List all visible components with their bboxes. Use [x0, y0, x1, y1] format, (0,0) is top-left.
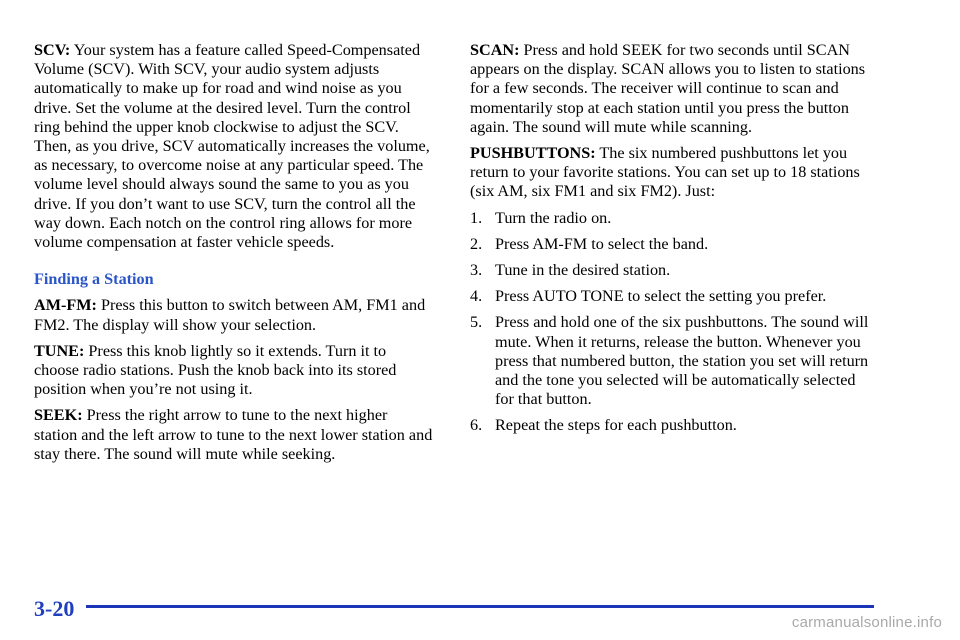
scv-text: Your system has a feature called Speed-Compensated Volume (SCV). With SCV, your audio system adjusts automatically to make up for road and wind noise as you drive. Set the volume at the desired level. Turn the control ring behind the upper knob clockwise to adjust the SCV. Then, as you drive, SCV automatically increases the volume, as necessary, to overcome noise at any particular speed. The volume level should always sound the same to you as you drive. If you don’t want to use SCV, turn the control all the way down. Each notch on the control ring allows for more volume compensation at faster vehicle speeds.	[34, 41, 430, 252]
scv-term: SCV:	[34, 41, 71, 59]
step-text: Tune in the desired station.	[495, 261, 671, 280]
pushbuttons-text: The six numbered pushbuttons let you return to your favorite stations. You can set up to 18 stations (six AM, six FM1 and six FM2). Just:	[470, 144, 860, 201]
right-column	[470, 41, 870, 443]
seek-paragraph	[34, 406, 434, 464]
tune-term: TUNE:	[34, 341, 85, 360]
footer-rule	[86, 605, 874, 608]
step-number: 6.	[470, 416, 483, 435]
step-number: 2.	[470, 234, 483, 253]
step-text: Press AM-FM to select the band.	[495, 234, 709, 253]
step-item	[470, 416, 870, 435]
watermark: carmanualsonline.info	[791, 614, 942, 631]
tune-paragraph	[34, 342, 434, 400]
scan-term: SCAN:	[470, 41, 520, 59]
step-number: 5.	[470, 313, 483, 332]
step-number: 3.	[470, 261, 483, 280]
scan-text: Press and hold SEEK for two seconds until SCAN appears on the display. SCAN allows you to listen to stations for a few seconds. The receiver will continue to scan and momentarily stop at each station until you press the button again. The sound will mute while scanning.	[470, 41, 866, 136]
amfm-text: Press this button to switch between AM, FM1 and FM2. The display will show your selection.	[34, 296, 426, 334]
left-column	[34, 41, 434, 471]
pushbuttons-paragraph	[470, 144, 870, 202]
section-heading: Finding a Station	[34, 270, 154, 289]
amfm-paragraph	[34, 296, 434, 334]
step-text: Turn the radio on.	[495, 208, 612, 227]
step-item	[470, 209, 870, 228]
step-item	[470, 261, 870, 280]
scv-paragraph	[34, 41, 434, 252]
page-number: 3-20	[34, 596, 75, 621]
step-number: 1.	[470, 208, 483, 227]
step-item	[470, 235, 870, 254]
tune-text: Press this knob lightly so it extends. Turn it to choose radio stations. Push the knob back into its stored position when you’re not using it.	[34, 341, 397, 399]
seek-text: Press the right arrow to tune to the next higher station and the left arrow to tune to the next lower station and stay there. The sound will mute while seeking.	[34, 406, 433, 463]
amfm-term: AM-FM:	[34, 296, 97, 315]
scan-paragraph	[470, 41, 870, 137]
step-item	[470, 313, 870, 409]
steps-list	[470, 209, 870, 436]
pushbuttons-term: PUSHBUTTONS:	[470, 144, 596, 163]
seek-term: SEEK:	[34, 406, 83, 425]
step-number: 4.	[470, 287, 483, 306]
step-text: Repeat the steps for each pushbutton.	[495, 416, 737, 435]
step-text: Press AUTO TONE to select the setting you prefer.	[495, 287, 827, 306]
step-text: Press and hold one of the six pushbuttons. The sound will mute. When it returns, release the button. Whenever you press that numbered button, the station you set will return and the tone you selected will be automatically selected for that button.	[495, 313, 869, 409]
step-item	[470, 287, 870, 306]
